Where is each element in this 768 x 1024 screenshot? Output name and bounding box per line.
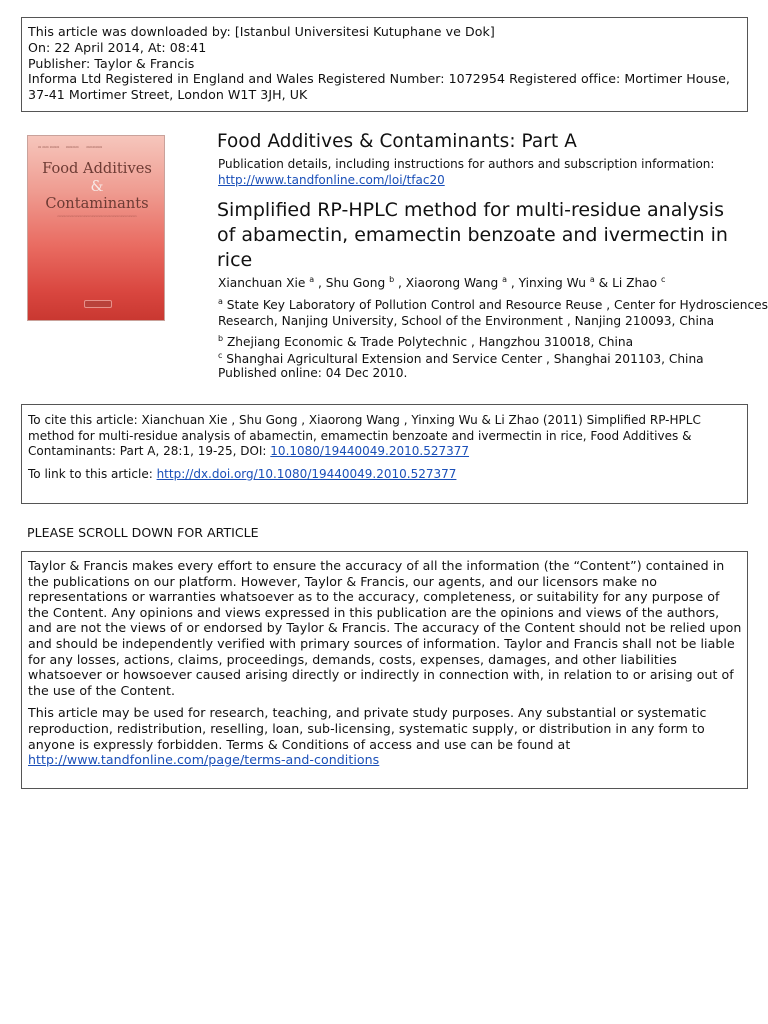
author-name: Shu Gong (325, 276, 386, 290)
doi-link[interactable]: 10.1080/19440049.2010.527377 (270, 444, 470, 459)
author-affiliation-mark: a (589, 275, 595, 284)
author-separator: , (506, 276, 519, 290)
scroll-down-notice: PLEASE SCROLL DOWN FOR ARTICLE (27, 525, 259, 540)
usage-text: This article may be used for research, teaching, and private study purposes. Any substantial or systematic reproduction, redistribution, reselling, loan, sub-licensing, systematic supply, or distribution in any form to anyone is expressly forbidden. Terms & Conditions of access and use can be found at (28, 705, 707, 752)
affiliation-a-line2: Research, Nanjing University, School of the Environment , Nanjing 210093, China (218, 314, 715, 328)
cover-title-line2: Contaminants (45, 195, 149, 212)
download-notice-box (21, 17, 748, 112)
affiliation-b-text: Zhejiang Economic & Trade Polytechnic , Hangzhou 310018, China (226, 335, 634, 349)
author-name: Li Zhao (612, 276, 658, 290)
author-affiliation-mark: a (502, 275, 507, 284)
journal-name: Food Additives & Contaminants: Part A (217, 131, 577, 152)
author-separator: , (314, 276, 326, 290)
author-affiliation-mark: a (309, 275, 315, 284)
author-separator: , (394, 276, 406, 290)
affiliation-mark: c (218, 351, 223, 360)
author-name: Yinxing Wu (518, 276, 587, 290)
article-link-line (28, 467, 739, 481)
affiliation-c-text: Shanghai Agricultural Extension and Service Center , Shanghai 201103, China (226, 352, 704, 366)
affiliation-a (218, 294, 768, 329)
download-line-source: This article was downloaded by: [Istanbul Universitesi Kutuphane ve Dok] (28, 24, 495, 39)
cover-header-strip: ▭ ▭▭ ▭▭▭ ▭▭▭▭ ▭▭▭▭▭ (38, 145, 103, 149)
download-line-publisher: Publisher: Taylor & Francis (28, 55, 195, 71)
download-line-date: On: 22 April 2014, At: 08:41 (28, 39, 207, 55)
author-list (218, 275, 665, 290)
affiliation-mark: a (218, 297, 223, 306)
published-date: Published online: 04 Dec 2010. (218, 366, 408, 380)
affiliation-mark: b (218, 334, 224, 343)
author-affiliation-mark: c (661, 275, 666, 284)
cover-subtitle-strip: ▭▭▭▭▭▭▭▭▭▭▭▭▭▭▭▭▭▭▭▭▭▭▭▭▭▭▭▭▭▭ (57, 214, 137, 218)
article-link-label: To link to this article: (28, 466, 157, 481)
author-name: Xianchuan Xie (218, 276, 306, 290)
citation-body: To cite this article: Xianchuan Xie , Shu Gong , Xiaorong Wang , Yinxing Wu & Li Zhao (2011) Simplified RP-HPLC method for multi-residue analysis of abamectin, emamectin benzoate and ivermectin in rice, Food Additives & Contaminants: Part A, 28:1, 19-25, DOI: (28, 413, 701, 459)
author-name: Xiaorong Wang (405, 276, 499, 290)
terms-conditions-link[interactable]: http://www.tandfonline.com/page/terms-and-conditions (28, 752, 380, 768)
download-line-registration: Informa Ltd Registered in England and Wales Registered Number: 1072954 Registered office: Mortimer House, (28, 71, 730, 87)
article-title: Simplified RP-HPLC method for multi-residue analysis of abamectin, emamectin benzoate and ivermectin in rice (217, 199, 728, 271)
citation-box (21, 404, 748, 504)
affiliation-a-line1: State Key Laboratory of Pollution Control and Resource Reuse , Center for Hydrosciences (226, 298, 768, 312)
publication-details: Publication details, including instructions for authors and subscription information: (218, 157, 715, 171)
citation-text (28, 413, 740, 460)
cover-title-line1: Food Additives (42, 160, 152, 177)
download-line-address: 37-41 Mortimer Street, London W1T 3JH, UK (28, 87, 308, 103)
affiliation-c (218, 348, 704, 367)
author-affiliation-mark: b (389, 275, 395, 284)
cover-publisher-logo-icon (84, 300, 112, 308)
cover-title (28, 160, 165, 213)
author-separator: & (594, 276, 613, 290)
usage-paragraph (28, 705, 744, 767)
journal-cover-image (27, 135, 165, 321)
disclaimer-paragraph: Taylor & Francis makes every effort to ensure the accuracy of all the information (the “Content”) contained in the publications on our platform. However, Taylor & Francis, our agents, and our licensors make no representations or warranties whatsoever as to the accuracy, completeness, or suitability for any purpose of the Content. Any opinions and views expressed in this publication are the opinions and views of the authors, and are not the views of or endorsed by Taylor & Francis. The accuracy of the Content should not be relied upon and should be independently verified with primary sources of information. Taylor and Francis shall not be liable for any losses, actions, claims, proceedings, demands, costs, expenses, damages, and other liabilities whatsoever or howsoever caused arising directly or indirectly in connection with, in relation to or arising out of the use of the Content. (28, 558, 742, 698)
article-doi-url-link[interactable]: http://dx.doi.org/10.1080/19440049.2010.527377 (156, 466, 457, 481)
disclaimer-box (21, 551, 748, 789)
cover-title-ampersand: & (90, 177, 104, 195)
journal-url-link[interactable]: http://www.tandfonline.com/loi/tfac20 (218, 173, 445, 187)
